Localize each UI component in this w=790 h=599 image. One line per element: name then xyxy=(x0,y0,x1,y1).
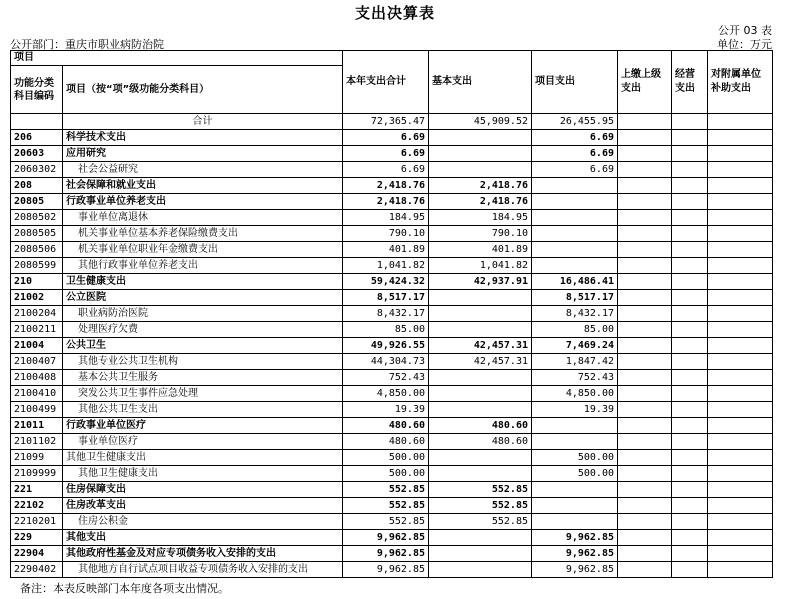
row-name: 住房改革支出 xyxy=(63,498,343,514)
header-code: 功能分类科目编码 xyxy=(11,66,63,114)
table-row xyxy=(11,258,773,274)
row-subsidy xyxy=(708,210,773,226)
row-business xyxy=(672,466,708,482)
total-amount: 72,365.47 xyxy=(343,114,429,130)
row-subsidy xyxy=(708,498,773,514)
row-project: 4,850.00 xyxy=(532,386,618,402)
table-row xyxy=(11,338,773,354)
row-business xyxy=(672,162,708,178)
row-subsidy xyxy=(708,546,773,562)
row-subsidy xyxy=(708,306,773,322)
table-row xyxy=(11,290,773,306)
row-basic: 42,457.31 xyxy=(429,354,532,370)
row-basic xyxy=(429,290,532,306)
row-name: 公立医院 xyxy=(63,290,343,306)
row-total: 85.00 xyxy=(343,322,429,338)
row-subsidy xyxy=(708,338,773,354)
row-code: 210 xyxy=(11,274,63,290)
row-project: 6.69 xyxy=(532,162,618,178)
row-remit xyxy=(618,178,672,194)
row-business xyxy=(672,194,708,210)
table-row xyxy=(11,274,773,290)
row-remit xyxy=(618,386,672,402)
table-row xyxy=(11,466,773,482)
table-row xyxy=(11,386,773,402)
row-name: 科学技术支出 xyxy=(63,130,343,146)
row-code: 2290402 xyxy=(11,562,63,578)
row-name: 住房公积金 xyxy=(63,514,343,530)
footnote: 备注：本表反映部门本年度各项支出情况。 xyxy=(20,582,229,595)
row-subsidy xyxy=(708,162,773,178)
row-basic: 1,041.82 xyxy=(429,258,532,274)
row-remit xyxy=(618,194,672,210)
row-basic xyxy=(429,530,532,546)
row-subsidy xyxy=(708,434,773,450)
row-name: 事业单位离退休 xyxy=(63,210,343,226)
table-row xyxy=(11,242,773,258)
table-row xyxy=(11,562,773,578)
row-name: 突发公共卫生事件应急处理 xyxy=(63,386,343,402)
row-business xyxy=(672,450,708,466)
row-basic: 42,457.31 xyxy=(429,338,532,354)
row-subsidy xyxy=(708,514,773,530)
row-basic xyxy=(429,450,532,466)
row-total: 2,418.76 xyxy=(343,194,429,210)
row-code: 20603 xyxy=(11,146,63,162)
row-code: 2100407 xyxy=(11,354,63,370)
row-total: 49,926.55 xyxy=(343,338,429,354)
row-name: 应用研究 xyxy=(63,146,343,162)
total-label: 合计 xyxy=(63,114,343,130)
row-basic: 401.89 xyxy=(429,242,532,258)
row-remit xyxy=(618,370,672,386)
row-code: 2080506 xyxy=(11,242,63,258)
row-name: 行政事业单位养老支出 xyxy=(63,194,343,210)
header-remit: 上缴上级支出 xyxy=(618,51,672,114)
row-business xyxy=(672,322,708,338)
table-row xyxy=(11,514,773,530)
row-project: 9,962.85 xyxy=(532,546,618,562)
table-row xyxy=(11,306,773,322)
row-basic xyxy=(429,322,532,338)
row-business xyxy=(672,370,708,386)
row-name: 社会保障和就业支出 xyxy=(63,178,343,194)
table-row xyxy=(11,402,773,418)
row-subsidy xyxy=(708,290,773,306)
row-total: 480.60 xyxy=(343,418,429,434)
row-remit xyxy=(618,402,672,418)
table-row xyxy=(11,178,773,194)
row-name: 机关事业单位基本养老保险缴费支出 xyxy=(63,226,343,242)
row-remit xyxy=(618,322,672,338)
row-remit xyxy=(618,162,672,178)
row-name: 行政事业单位医疗 xyxy=(63,418,343,434)
row-name: 其他支出 xyxy=(63,530,343,546)
row-project: 85.00 xyxy=(532,322,618,338)
unit-label: 单位：万元 xyxy=(717,38,772,51)
row-project: 19.39 xyxy=(532,402,618,418)
row-business xyxy=(672,482,708,498)
row-name: 其他政府性基金及对应专项债务收入安排的支出 xyxy=(63,546,343,562)
row-total: 790.10 xyxy=(343,226,429,242)
row-basic xyxy=(429,402,532,418)
row-remit xyxy=(618,562,672,578)
row-business xyxy=(672,562,708,578)
row-subsidy xyxy=(708,242,773,258)
table-row xyxy=(11,194,773,210)
row-project: 8,517.17 xyxy=(532,290,618,306)
row-subsidy xyxy=(708,130,773,146)
row-business xyxy=(672,514,708,530)
row-business xyxy=(672,306,708,322)
row-name: 其他行政事业单位养老支出 xyxy=(63,258,343,274)
table-row xyxy=(11,370,773,386)
row-name: 社会公益研究 xyxy=(63,162,343,178)
row-project: 500.00 xyxy=(532,450,618,466)
row-basic xyxy=(429,306,532,322)
row-subsidy xyxy=(708,418,773,434)
row-subsidy xyxy=(708,530,773,546)
row-name: 卫生健康支出 xyxy=(63,274,343,290)
row-code: 2080599 xyxy=(11,258,63,274)
row-total: 552.85 xyxy=(343,498,429,514)
row-total: 9,962.85 xyxy=(343,530,429,546)
row-basic: 552.85 xyxy=(429,498,532,514)
row-total: 401.89 xyxy=(343,242,429,258)
row-project xyxy=(532,258,618,274)
row-code: 2109999 xyxy=(11,466,63,482)
row-name: 其他卫生健康支出 xyxy=(63,450,343,466)
row-total: 500.00 xyxy=(343,450,429,466)
row-subsidy xyxy=(708,562,773,578)
row-project: 16,486.41 xyxy=(532,274,618,290)
row-remit xyxy=(618,530,672,546)
table-row xyxy=(11,418,773,434)
row-project xyxy=(532,242,618,258)
row-project: 9,962.85 xyxy=(532,562,618,578)
row-code: 21011 xyxy=(11,418,63,434)
total-basic: 45,909.52 xyxy=(429,114,532,130)
row-name: 事业单位医疗 xyxy=(63,434,343,450)
row-project xyxy=(532,418,618,434)
row-project xyxy=(532,194,618,210)
row-remit xyxy=(618,546,672,562)
row-business xyxy=(672,274,708,290)
row-subsidy xyxy=(708,450,773,466)
header-basic: 基本支出 xyxy=(429,51,532,114)
row-business xyxy=(672,290,708,306)
row-subsidy xyxy=(708,322,773,338)
row-remit xyxy=(618,354,672,370)
row-name: 其他专业公共卫生机构 xyxy=(63,354,343,370)
row-code: 2210201 xyxy=(11,514,63,530)
row-total: 6.69 xyxy=(343,146,429,162)
table-row xyxy=(11,354,773,370)
row-remit xyxy=(618,210,672,226)
row-basic: 552.85 xyxy=(429,482,532,498)
row-business xyxy=(672,338,708,354)
row-project xyxy=(532,210,618,226)
row-total: 552.85 xyxy=(343,514,429,530)
row-code: 21099 xyxy=(11,450,63,466)
row-total: 9,962.85 xyxy=(343,562,429,578)
row-subsidy xyxy=(708,226,773,242)
department-label: 公开部门：重庆市职业病防治院 xyxy=(10,38,164,51)
row-project: 6.69 xyxy=(532,146,618,162)
row-subsidy xyxy=(708,386,773,402)
row-project xyxy=(532,226,618,242)
row-business xyxy=(672,226,708,242)
row-remit xyxy=(618,514,672,530)
header-business: 经营支出 xyxy=(672,51,708,114)
row-project xyxy=(532,514,618,530)
row-name: 其他地方自行试点项目收益专项债务收入安排的支出 xyxy=(63,562,343,578)
row-basic: 42,937.91 xyxy=(429,274,532,290)
table-row xyxy=(11,530,773,546)
row-name: 处理医疗欠费 xyxy=(63,322,343,338)
row-basic xyxy=(429,162,532,178)
row-business xyxy=(672,546,708,562)
row-code: 22102 xyxy=(11,498,63,514)
row-basic: 2,418.76 xyxy=(429,194,532,210)
row-code: 229 xyxy=(11,530,63,546)
row-project xyxy=(532,498,618,514)
table-row xyxy=(11,226,773,242)
row-remit xyxy=(618,226,672,242)
row-basic: 2,418.76 xyxy=(429,178,532,194)
row-code: 2100204 xyxy=(11,306,63,322)
table-row xyxy=(11,146,773,162)
row-business xyxy=(672,178,708,194)
row-total: 9,962.85 xyxy=(343,546,429,562)
table-row xyxy=(11,498,773,514)
row-code: 20805 xyxy=(11,194,63,210)
row-name: 机关事业单位职业年金缴费支出 xyxy=(63,242,343,258)
header-project: 项目支出 xyxy=(532,51,618,114)
row-basic: 552.85 xyxy=(429,514,532,530)
row-subsidy xyxy=(708,402,773,418)
row-name: 公共卫生 xyxy=(63,338,343,354)
row-business xyxy=(672,402,708,418)
total-row xyxy=(11,114,773,130)
row-project xyxy=(532,178,618,194)
row-basic: 790.10 xyxy=(429,226,532,242)
row-code: 2080505 xyxy=(11,226,63,242)
row-remit xyxy=(618,146,672,162)
row-code: 2100211 xyxy=(11,322,63,338)
row-business xyxy=(672,130,708,146)
header-subsidy: 对附属单位补助支出 xyxy=(708,51,773,114)
row-total: 552.85 xyxy=(343,482,429,498)
row-project xyxy=(532,482,618,498)
row-project: 500.00 xyxy=(532,466,618,482)
row-code: 2100410 xyxy=(11,386,63,402)
row-project: 9,962.85 xyxy=(532,530,618,546)
row-remit xyxy=(618,258,672,274)
row-total: 4,850.00 xyxy=(343,386,429,402)
row-total: 752.43 xyxy=(343,370,429,386)
row-subsidy xyxy=(708,178,773,194)
row-subsidy xyxy=(708,482,773,498)
row-subsidy xyxy=(708,354,773,370)
row-code: 208 xyxy=(11,178,63,194)
row-basic xyxy=(429,546,532,562)
row-project: 7,469.24 xyxy=(532,338,618,354)
row-total: 8,517.17 xyxy=(343,290,429,306)
row-basic xyxy=(429,386,532,402)
table-row xyxy=(11,546,773,562)
row-subsidy xyxy=(708,146,773,162)
row-remit xyxy=(618,338,672,354)
row-business xyxy=(672,354,708,370)
header-item: 项目 xyxy=(11,51,343,66)
row-code: 2060302 xyxy=(11,162,63,178)
row-project: 6.69 xyxy=(532,130,618,146)
table-row xyxy=(11,434,773,450)
row-remit xyxy=(618,290,672,306)
row-total: 44,304.73 xyxy=(343,354,429,370)
row-total: 480.60 xyxy=(343,434,429,450)
row-name: 基本公共卫生服务 xyxy=(63,370,343,386)
table-row xyxy=(11,210,773,226)
row-basic: 480.60 xyxy=(429,418,532,434)
header-total: 本年支出合计 xyxy=(343,51,429,114)
row-remit xyxy=(618,450,672,466)
row-project: 8,432.17 xyxy=(532,306,618,322)
row-basic xyxy=(429,562,532,578)
row-name: 其他公共卫生支出 xyxy=(63,402,343,418)
row-total: 6.69 xyxy=(343,162,429,178)
row-basic: 480.60 xyxy=(429,434,532,450)
row-project: 752.43 xyxy=(532,370,618,386)
row-remit xyxy=(618,434,672,450)
row-project xyxy=(532,434,618,450)
row-business xyxy=(672,258,708,274)
row-remit xyxy=(618,274,672,290)
row-subsidy xyxy=(708,274,773,290)
row-basic xyxy=(429,466,532,482)
row-code: 2100408 xyxy=(11,370,63,386)
row-basic xyxy=(429,130,532,146)
row-business xyxy=(672,146,708,162)
row-subsidy xyxy=(708,370,773,386)
row-total: 8,432.17 xyxy=(343,306,429,322)
expenditure-table xyxy=(10,50,773,578)
row-code: 2101102 xyxy=(11,434,63,450)
row-basic xyxy=(429,146,532,162)
row-total: 184.95 xyxy=(343,210,429,226)
row-subsidy xyxy=(708,466,773,482)
row-subsidy xyxy=(708,194,773,210)
row-total: 2,418.76 xyxy=(343,178,429,194)
row-business xyxy=(672,242,708,258)
total-project: 26,455.95 xyxy=(532,114,618,130)
row-name: 住房保障支出 xyxy=(63,482,343,498)
row-remit xyxy=(618,130,672,146)
header-name: 项目（按“项”级功能分类科目） xyxy=(63,66,343,114)
row-code: 2100499 xyxy=(11,402,63,418)
row-basic: 184.95 xyxy=(429,210,532,226)
table-row xyxy=(11,482,773,498)
table-row xyxy=(11,450,773,466)
row-remit xyxy=(618,466,672,482)
row-business xyxy=(672,210,708,226)
row-total: 6.69 xyxy=(343,130,429,146)
page-title: 支出决算表 xyxy=(354,4,435,22)
row-basic xyxy=(429,370,532,386)
table-row xyxy=(11,322,773,338)
row-business xyxy=(672,530,708,546)
row-subsidy xyxy=(708,258,773,274)
row-business xyxy=(672,434,708,450)
row-code: 221 xyxy=(11,482,63,498)
row-remit xyxy=(618,482,672,498)
row-total: 59,424.32 xyxy=(343,274,429,290)
row-total: 1,041.82 xyxy=(343,258,429,274)
row-code: 2080502 xyxy=(11,210,63,226)
row-business xyxy=(672,498,708,514)
row-remit xyxy=(618,418,672,434)
row-business xyxy=(672,386,708,402)
row-code: 22904 xyxy=(11,546,63,562)
row-code: 21004 xyxy=(11,338,63,354)
row-code: 21002 xyxy=(11,290,63,306)
row-remit xyxy=(618,242,672,258)
table-row xyxy=(11,162,773,178)
row-code: 206 xyxy=(11,130,63,146)
row-total: 19.39 xyxy=(343,402,429,418)
row-project: 1,847.42 xyxy=(532,354,618,370)
row-remit xyxy=(618,498,672,514)
row-name: 其他卫生健康支出 xyxy=(63,466,343,482)
row-name: 职业病防治医院 xyxy=(63,306,343,322)
form-number: 公开 03 表 xyxy=(718,24,772,37)
row-remit xyxy=(618,306,672,322)
row-total: 500.00 xyxy=(343,466,429,482)
row-business xyxy=(672,418,708,434)
table-row xyxy=(11,130,773,146)
